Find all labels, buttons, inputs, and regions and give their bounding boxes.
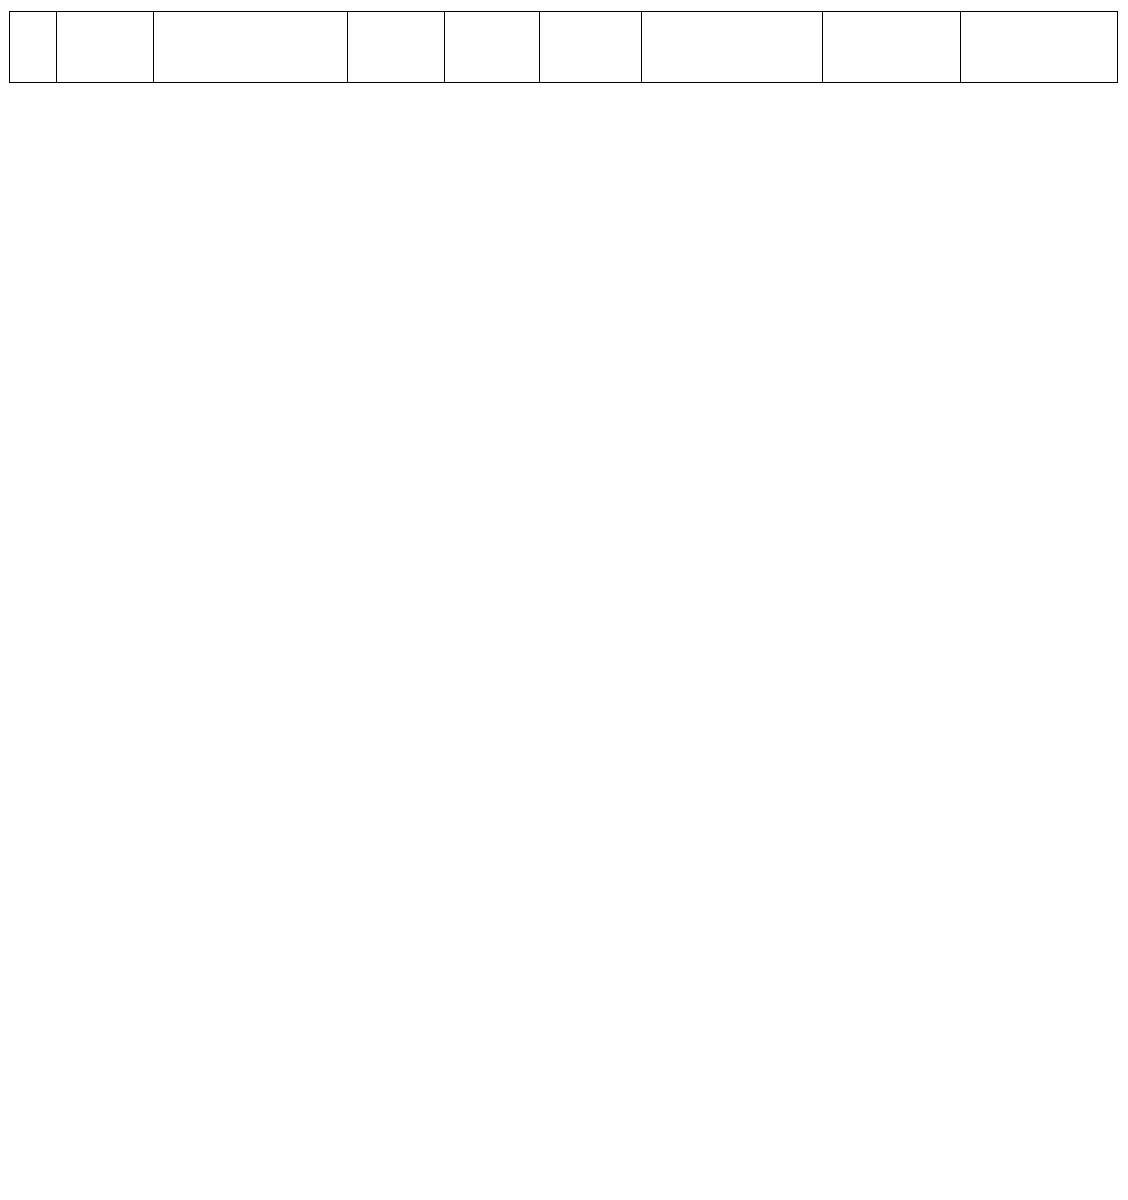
header-winner-price (540, 12, 642, 83)
header-row (10, 12, 1118, 83)
auction-table (9, 11, 1118, 83)
header-min-price (445, 12, 540, 83)
header-complaint (823, 12, 961, 83)
header-last-offer (961, 12, 1118, 83)
header-notice (154, 12, 348, 83)
header-winner (642, 12, 823, 83)
header-num (10, 12, 57, 83)
header-deadline (57, 12, 154, 83)
header-start-price (348, 12, 445, 83)
